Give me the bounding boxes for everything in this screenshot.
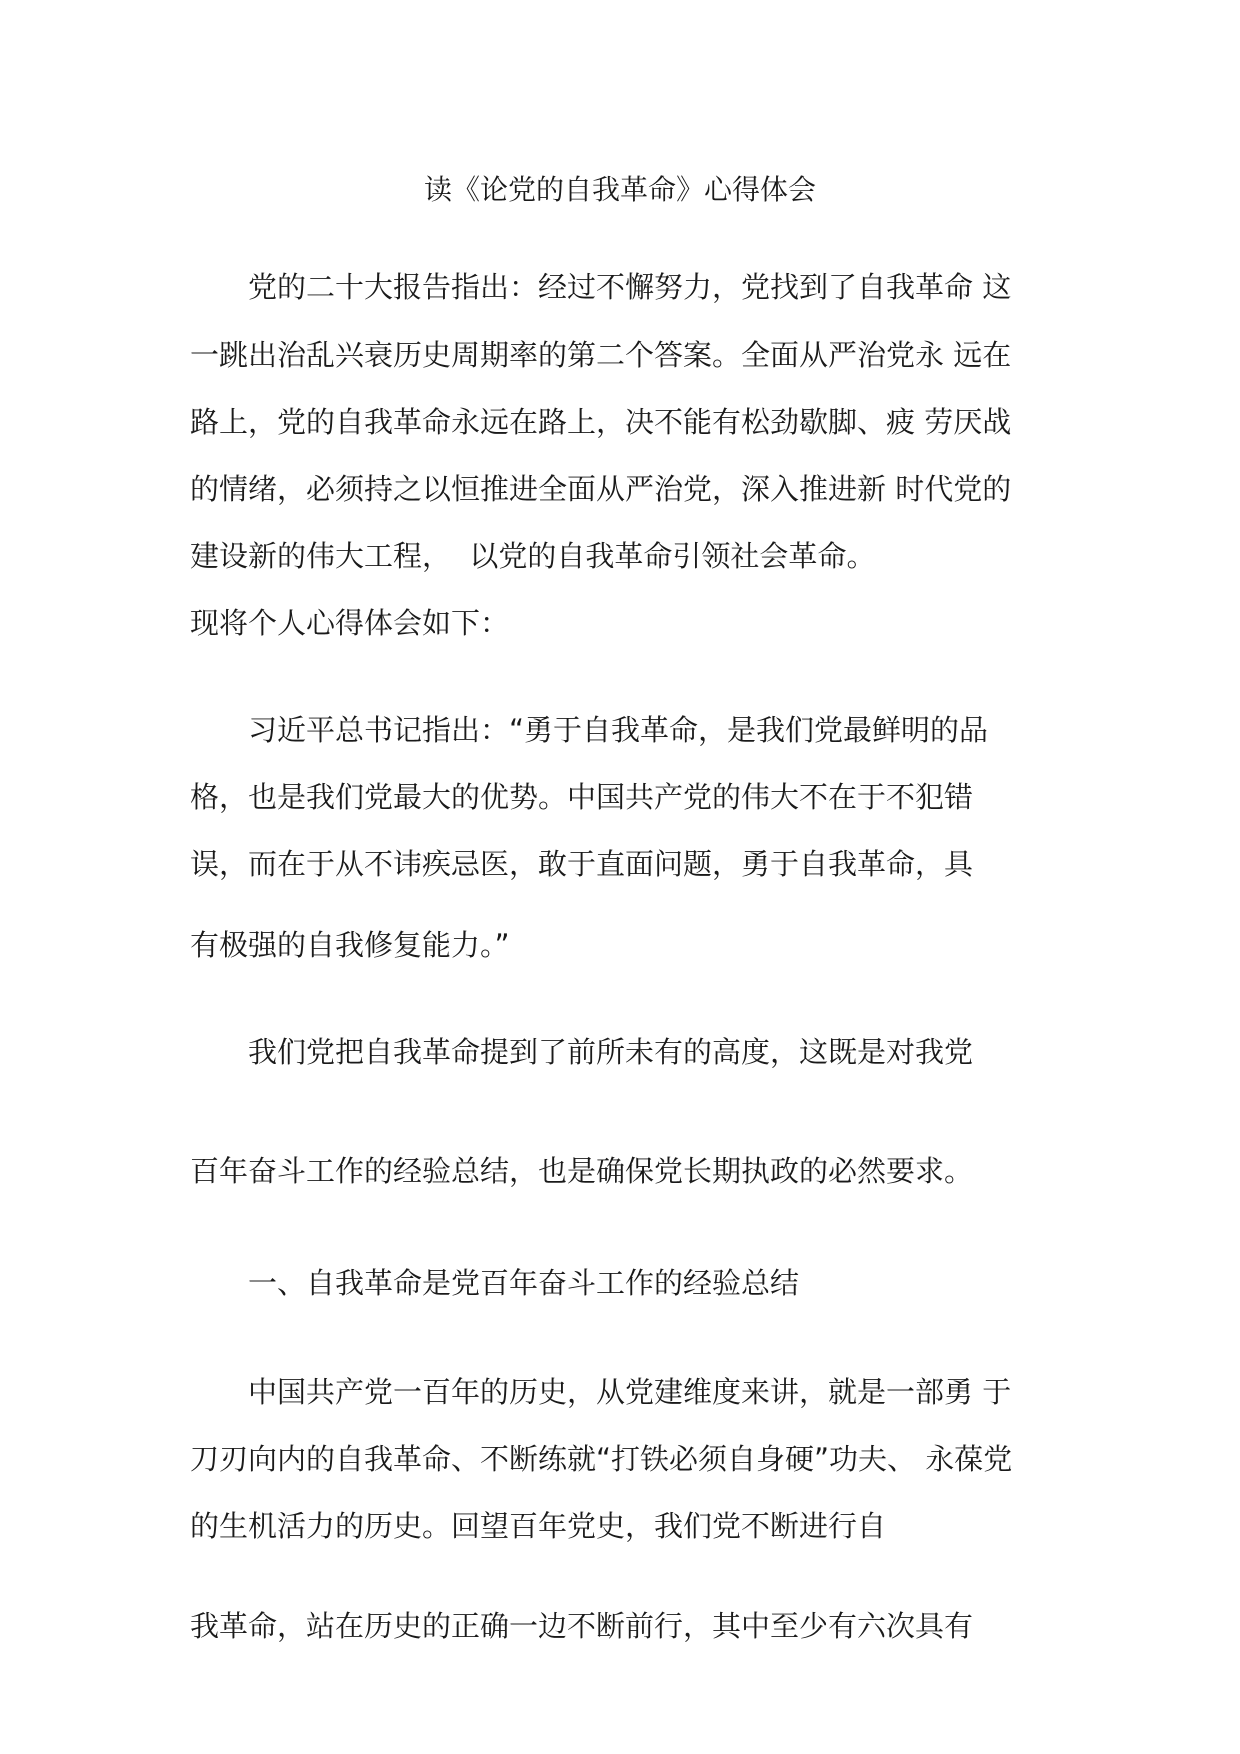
body-line: 的情绪，必须持之以恒推进全面从严治党，深入推进新 时代党的 (190, 472, 1012, 506)
body-line: 误，而在于从不讳疾忌医，敢于直面问题，勇于自我革命，具 (190, 847, 974, 881)
body-line: 有极强的自我修复能力。” (190, 928, 510, 962)
body-line: 百年奋斗工作的经验总结，也是确保党长期执政的必然要求。 (190, 1154, 974, 1188)
body-line: 中国共产党一百年的历史，从党建维度来讲，就是一部勇 于 (190, 1375, 1012, 1409)
body-line: 现将个人心得体会如下： (190, 606, 510, 640)
body-line: 我革命，站在历史的正确一边不断前行，其中至少有六次具有 (190, 1609, 974, 1643)
document-title: 读《论党的自我革命》心得体会 (423, 173, 816, 206)
body-line: 建设新的伟大工程， 以党的自我革命引领社会革命。 (190, 539, 876, 573)
body-line: 的生机活力的历史。回望百年党史，我们党不断进行自 (190, 1509, 887, 1543)
section-heading: 一、自我革命是党百年奋斗工作的经验总结 (190, 1266, 800, 1300)
body-line: 格，也是我们党最大的优势。中国共产党的伟大不在于不犯错 (190, 780, 974, 814)
body-line: 党的二十大报告指出：经过不懈努力，党找到了自我革命 这 (190, 270, 1012, 304)
body-line: 路上，党的自我革命永远在路上，决不能有松劲歇脚、疲 劳厌战 (190, 405, 1012, 439)
body-line: 一跳出治乱兴衰历史周期率的第二个答案。全面从严治党永 远在 (190, 338, 1012, 372)
body-line: 我们党把自我革命提到了前所未有的高度，这既是对我党 (190, 1035, 974, 1069)
body-line: 习近平总书记指出：“勇于自我革命，是我们党最鲜明的品 (190, 713, 989, 747)
body-line: 刀刃向内的自我革命、不断练就“打铁必须自身硬”功夫、 永葆党 (190, 1442, 1013, 1476)
